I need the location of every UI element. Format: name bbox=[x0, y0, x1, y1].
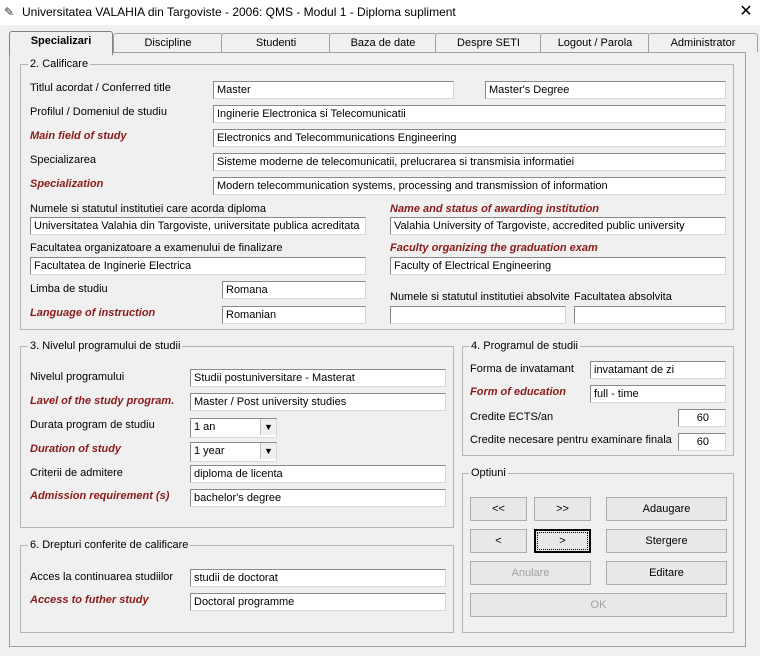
titlu-label: Titlul acordat / Conferred title bbox=[30, 82, 171, 94]
limba-label: Limba de studiu bbox=[30, 283, 108, 295]
specialization-label: Specialization bbox=[30, 178, 104, 190]
anulare-button[interactable]: Anulare bbox=[470, 561, 591, 585]
profil-input[interactable]: Inginerie Electronica si Telecomunicatii bbox=[213, 105, 726, 123]
specializarea-label: Specializarea bbox=[30, 154, 97, 166]
durata-label: Durata program de studiu bbox=[30, 419, 155, 431]
prev-record-button[interactable]: < bbox=[470, 529, 527, 553]
access-input[interactable]: Doctoral programme bbox=[190, 593, 446, 611]
admission-input[interactable]: bachelor's degree bbox=[190, 489, 446, 507]
form-label: Form of education bbox=[470, 386, 566, 398]
absolv-inst-input[interactable] bbox=[390, 306, 566, 324]
profil-label: Profilul / Domeniul de studiu bbox=[30, 106, 167, 118]
faculty-en-input[interactable]: Faculty of Electrical Engineering bbox=[390, 257, 726, 275]
forma-label: Forma de invatamant bbox=[470, 363, 574, 375]
tab-despre-seti[interactable]: Despre SETI bbox=[435, 33, 542, 52]
durata-select[interactable] bbox=[190, 418, 277, 438]
acces-input[interactable]: studii de doctorat bbox=[190, 569, 446, 587]
adaugare-button[interactable]: Adaugare bbox=[606, 497, 727, 521]
nivel-legend: 3. Nivelul programului de studii bbox=[30, 340, 181, 352]
window-title: Universitatea VALAHIA din Targoviste - 2006: QMS - Modul 1 - Diploma supliment bbox=[22, 5, 456, 19]
app-icon: ✎ bbox=[4, 5, 15, 19]
absolv-fac-input[interactable] bbox=[574, 306, 726, 324]
main-field-label: Main field of study bbox=[30, 130, 127, 142]
chevron-down-icon[interactable]: ▼ bbox=[260, 419, 276, 435]
institutie-label: Numele si statutul institutiei care acorda diploma bbox=[30, 203, 267, 215]
institutie-input[interactable]: Universitatea Valahia din Targoviste, universitate publica acreditata bbox=[30, 217, 366, 235]
tab-baza-de-date[interactable]: Baza de date bbox=[329, 33, 437, 52]
tab-discipline[interactable]: Discipline bbox=[113, 33, 223, 52]
level-input[interactable]: Master / Post university studies bbox=[190, 393, 446, 411]
main-field-input[interactable]: Electronics and Telecommunications Engineering bbox=[213, 129, 726, 147]
specializarea-input[interactable]: Sisteme moderne de telecomunicatii, prelucrarea si transmisia informatiei bbox=[213, 153, 726, 171]
drepturi-group bbox=[20, 545, 454, 633]
institution-en-label: Name and status of awarding institution bbox=[390, 203, 600, 215]
program-legend: 4. Programul de studii bbox=[471, 340, 578, 352]
acces-label: Acces la continuarea studiilor bbox=[30, 571, 174, 583]
duration-select[interactable] bbox=[190, 442, 277, 462]
titlu-ro-input[interactable]: Master bbox=[213, 81, 454, 99]
ects-label: Credite ECTS/an bbox=[470, 411, 554, 423]
calificare-legend: 2. Calificare bbox=[30, 58, 89, 70]
tab-studenti[interactable]: Studenti bbox=[221, 33, 331, 52]
stergere-button[interactable]: Stergere bbox=[606, 529, 727, 553]
language-label: Language of instruction bbox=[30, 307, 156, 319]
limba-input[interactable]: Romana bbox=[222, 281, 366, 299]
ects-input[interactable]: 60 bbox=[678, 409, 726, 427]
facultate-input[interactable]: Facultatea de Inginerie Electrica bbox=[30, 257, 366, 275]
credite-input[interactable]: 60 bbox=[678, 433, 726, 451]
durata-value: 1 an bbox=[194, 421, 216, 433]
tab-specializari[interactable]: Specializari bbox=[9, 31, 113, 55]
level-label: Lavel of the study program. bbox=[30, 395, 175, 407]
duration-value: 1 year bbox=[194, 445, 225, 457]
access-label: Access to futher study bbox=[30, 594, 149, 606]
titlu-en-input[interactable]: Master's Degree bbox=[485, 81, 726, 99]
nivel-input[interactable]: Studii postuniversitare - Masterat bbox=[190, 369, 446, 387]
specialization-input[interactable]: Modern telecommunication systems, processing and transmission of information bbox=[213, 177, 726, 195]
nivel-label: Nivelul programului bbox=[30, 371, 125, 383]
ok-button[interactable]: OK bbox=[470, 593, 727, 617]
institution-en-input[interactable]: Valahia University of Targoviste, accredited public university bbox=[390, 217, 726, 235]
language-input[interactable]: Romanian bbox=[222, 306, 366, 324]
criterii-input[interactable]: diploma de licenta bbox=[190, 465, 446, 483]
forma-input[interactable]: invatamant de zi bbox=[590, 361, 726, 379]
criterii-label: Criterii de admitere bbox=[30, 467, 123, 479]
last-record-button[interactable]: >> bbox=[534, 497, 591, 521]
absolv-fac-label: Facultatea absolvita bbox=[574, 291, 672, 303]
first-record-button[interactable]: << bbox=[470, 497, 527, 521]
credite-label: Credite necesare pentru examinare finala bbox=[470, 434, 672, 446]
editare-button[interactable]: Editare bbox=[606, 561, 727, 585]
tab-administrator[interactable]: Administrator bbox=[648, 33, 758, 52]
facultate-label: Facultatea organizatoare a examenului de finalizare bbox=[30, 242, 283, 254]
duration-label: Duration of study bbox=[30, 443, 122, 455]
admission-label: Admission requirement (s) bbox=[30, 490, 170, 502]
absolv-inst-label: Numele si statutul institutiei absolvite bbox=[390, 291, 570, 303]
drepturi-legend: 6. Drepturi conferite de calificare bbox=[30, 539, 189, 551]
faculty-en-label: Faculty organizing the graduation exam bbox=[390, 242, 598, 254]
close-icon[interactable]: ✕ bbox=[739, 3, 753, 20]
form-input[interactable]: full - time bbox=[590, 385, 726, 403]
tab-logout-parola[interactable]: Logout / Parola bbox=[540, 33, 650, 52]
optiuni-legend: Optiuni bbox=[471, 467, 506, 479]
next-record-button[interactable]: > bbox=[534, 529, 591, 553]
chevron-down-icon[interactable]: ▼ bbox=[260, 443, 276, 459]
